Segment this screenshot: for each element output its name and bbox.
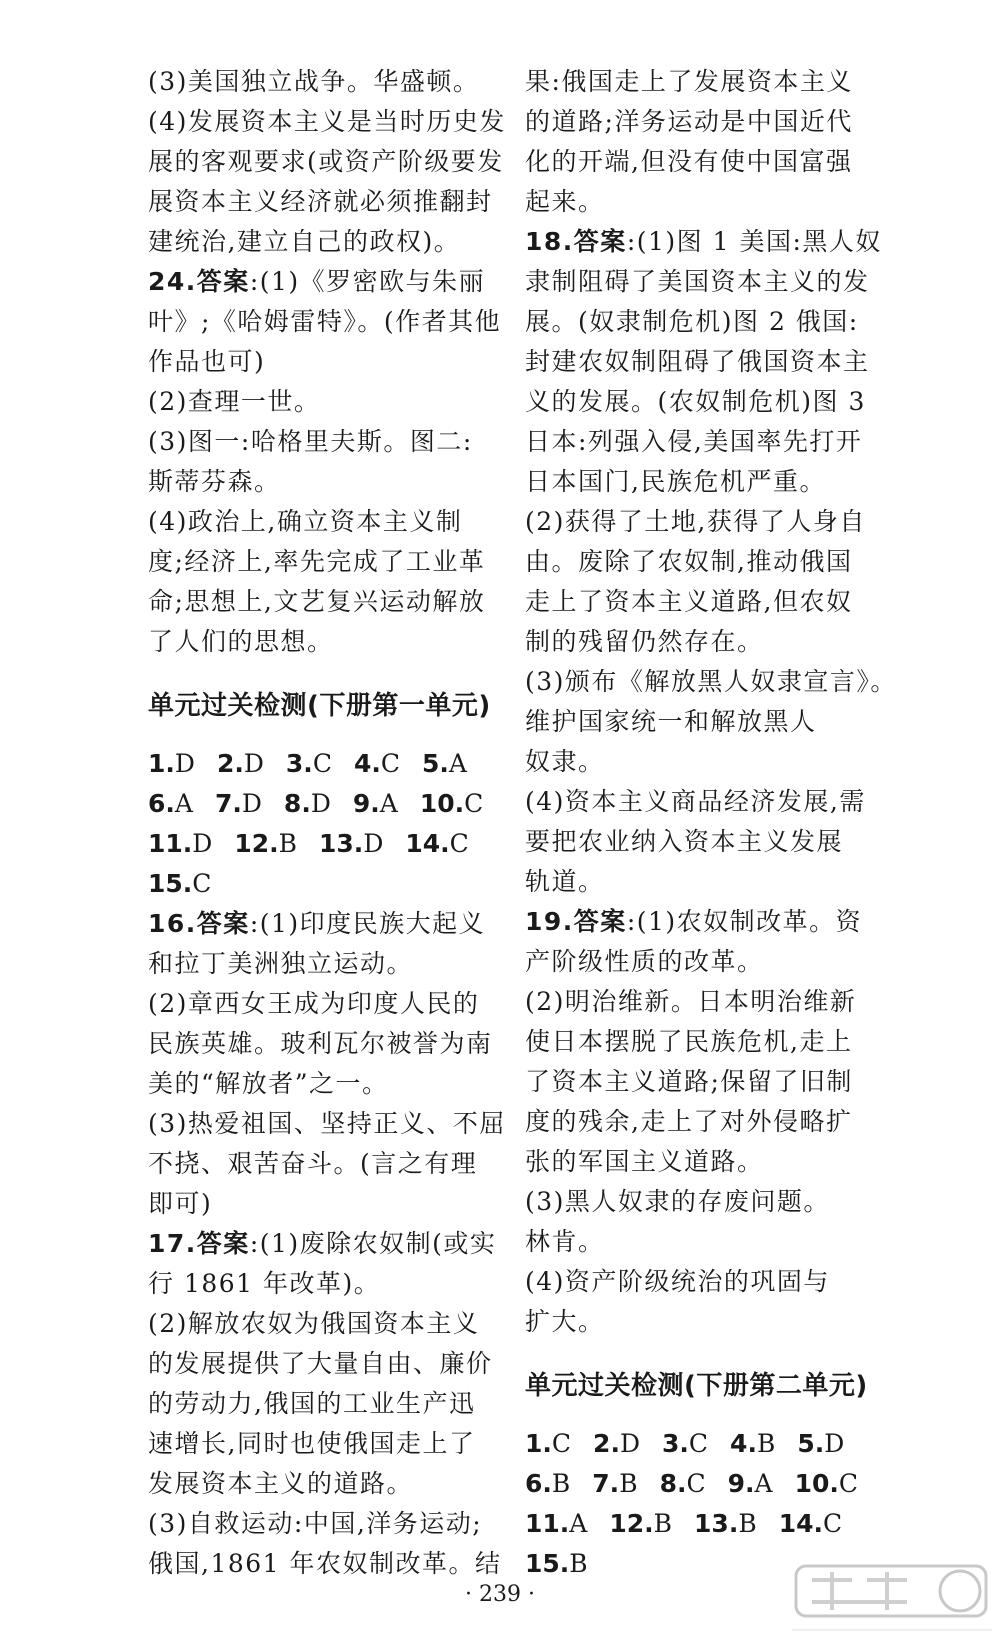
answer-19-first-line	[525, 902, 885, 942]
choice-number: 5.	[422, 749, 449, 778]
answer-line: 不挠、艰苦奋斗。(言之有理	[148, 1149, 478, 1178]
answer-17-lines	[148, 1264, 508, 1584]
choice-number: 11.	[148, 829, 193, 858]
answer-line: 果:俄国走上了发展资本主义	[525, 67, 853, 96]
choice-letter: B	[551, 1469, 571, 1498]
choice-number: 13.	[694, 1509, 739, 1538]
answer-line: 了资本主义道路;保留了旧制	[525, 1067, 853, 1096]
answer-line: 俄国,1861 年农奴制改革。结	[148, 1549, 502, 1578]
answer-line: (3)黑人奴隶的存废问题。	[525, 1187, 830, 1216]
choice-number: 4.	[730, 1429, 757, 1458]
choice-answer	[148, 824, 212, 864]
answer-16-first-line	[148, 904, 508, 944]
choice-number: 13.	[319, 829, 364, 858]
choice-answer	[217, 744, 264, 784]
answer-line: 隶制阻碍了美国资本主义的发	[525, 267, 870, 296]
choice-number: 4.	[353, 749, 381, 778]
choice-number: 3.	[662, 1429, 689, 1458]
choice-letter: D	[192, 829, 213, 858]
answer-line: 民族英雄。玻利瓦尔被誉为南	[148, 1029, 493, 1058]
answer-line: (3)美国独立战争。华盛顿。	[148, 67, 480, 96]
answer-line: 展的客观要求(或资产阶级要发	[148, 147, 504, 176]
choice-letter: B	[738, 1509, 757, 1538]
choice-answer	[694, 1504, 757, 1544]
choice-number: 15.	[148, 869, 193, 898]
choice-letter: D	[619, 1429, 640, 1458]
choice-number: 5.	[797, 1429, 825, 1458]
answer-line: 使日本摆脱了民族危机,走上	[525, 1027, 853, 1056]
answer-line: 速增长,同时也使俄国走上了	[148, 1429, 476, 1458]
choice-number: 11.	[525, 1509, 570, 1538]
answer-text: :(1)废除农奴制(或实	[249, 1229, 497, 1258]
choice-row	[148, 824, 508, 864]
choice-answer	[405, 824, 468, 864]
choice-answer	[148, 864, 211, 904]
answer-label: 答案	[573, 227, 627, 256]
choice-answer	[779, 1504, 842, 1544]
answer-line: 展。(奴隶制危机)图 2 俄国:	[525, 307, 859, 336]
right-column	[525, 62, 897, 1584]
answer-19-lines	[525, 942, 885, 1342]
choice-answer	[286, 744, 332, 784]
choice-letter: B	[278, 829, 298, 858]
answer-line: 义的发展。(农奴制危机)图 3	[525, 387, 866, 416]
answer-line: 展资本主义经济就必须推翻封	[148, 187, 493, 216]
answer-line: 的发展提供了大量自由、廉价	[148, 1349, 493, 1378]
answer-line: 走上了资本主义道路,但农奴	[525, 587, 853, 616]
choice-answer	[234, 824, 297, 864]
answer-line: 扩大。	[525, 1307, 605, 1336]
choice-letter: C	[192, 869, 212, 898]
answer-line: (3)颁布《解放黑人奴隶宣言》。	[525, 667, 897, 696]
choice-row	[148, 864, 508, 904]
choice-answer	[728, 1464, 773, 1504]
answer-line: 产阶级性质的改革。	[525, 947, 764, 976]
answer-line: 维护国家统一和解放黑人	[525, 707, 817, 736]
choice-number: 9.	[727, 1469, 755, 1498]
choice-number: 14.	[405, 829, 450, 858]
choice-number: 9.	[352, 789, 380, 818]
question-16-number: 16.	[148, 909, 197, 938]
answer-line: (3)自救运动:中国,洋务运动;	[148, 1509, 483, 1538]
answer-line: 美的“解放者”之一。	[148, 1069, 389, 1098]
choice-answers-unit1	[148, 744, 508, 904]
answer-24-lines	[148, 302, 508, 662]
choice-letter: C	[312, 749, 332, 778]
answer-line: 即可)	[148, 1189, 213, 1218]
choice-letter: C	[380, 749, 400, 778]
choice-number: 10.	[419, 789, 465, 818]
choice-answer	[730, 1424, 775, 1464]
answer-line: 叶》;《哈姆雷特》。(作者其他	[148, 307, 502, 336]
choice-answer	[353, 784, 398, 824]
answer-line: (4)发展资本主义是当时历史发	[148, 107, 506, 136]
answer-16-lines	[148, 944, 508, 1224]
question-16-answer	[148, 904, 508, 1224]
answer-line: 和拉丁美洲独立运动。	[148, 949, 414, 978]
choice-number: 15.	[525, 1549, 570, 1578]
choice-letter: D	[241, 789, 262, 818]
question-24-number: 24.	[148, 267, 197, 296]
choice-letter: C	[551, 1429, 572, 1458]
answer-line: 的劳动力,俄国的工业生产迅	[148, 1389, 476, 1418]
question-17-answer	[148, 1224, 508, 1584]
choice-number: 12.	[234, 829, 279, 858]
choice-row	[148, 744, 508, 784]
choice-letter: C	[686, 1469, 706, 1498]
answer-line: (2)获得了土地,获得了人身自	[525, 507, 866, 536]
choice-answer	[525, 1504, 587, 1544]
choice-letter: A	[754, 1469, 773, 1498]
question-19-answer	[525, 902, 885, 1342]
answer-text: :(1)图 1 美国:黑人奴	[626, 227, 882, 256]
answer-label: 答案	[196, 267, 250, 296]
answer-line: 轨道。	[525, 867, 605, 896]
choice-number: 6.	[148, 789, 175, 818]
watermark-logo	[792, 1560, 992, 1646]
choice-letter: B	[569, 1549, 588, 1578]
choice-number: 1.	[525, 1429, 552, 1458]
answer-line: 度的残余,走上了对外侵略扩	[525, 1107, 853, 1136]
choice-answer	[525, 1424, 571, 1464]
choice-letter: D	[310, 789, 331, 818]
answer-line: (2)明治维新。日本明治维新	[525, 987, 857, 1016]
choice-letter: C	[464, 789, 484, 818]
answer-line: (4)政治上,确立资本主义制	[148, 507, 463, 536]
choice-letter: D	[824, 1429, 845, 1458]
choice-answer	[660, 1464, 706, 1504]
choice-answer	[354, 744, 400, 784]
answer-line: 奴隶。	[525, 747, 605, 776]
choice-answer	[795, 1464, 858, 1504]
answer-line: (2)章西女王成为印度人民的	[148, 989, 480, 1018]
answer-line: 林肯。	[525, 1227, 605, 1256]
answer-line: (2)查理一世。	[148, 387, 321, 416]
answer-17-first-line	[148, 1224, 508, 1264]
left-column	[148, 62, 508, 1584]
answer-line: 发展资本主义的道路。	[148, 1469, 414, 1498]
answer-text: :(1)农奴制改革。资	[626, 907, 863, 936]
choice-answer	[284, 784, 331, 824]
answer-text: :(1)《罗密欧与朱丽	[249, 267, 486, 296]
choice-number: 10.	[794, 1469, 839, 1498]
section-heading-unit2: 单元过关检测(下册第二单元)	[525, 1371, 868, 1401]
choice-answer	[609, 1504, 672, 1544]
question-24-answer	[148, 262, 508, 662]
answer-line: 起来。	[525, 187, 605, 216]
answer-label: 答案	[196, 1229, 250, 1258]
answer-line: (3)热爱祖国、坚持正义、不屈	[148, 1109, 506, 1138]
choice-answer	[662, 1424, 708, 1464]
choice-letter: A	[379, 789, 398, 818]
choice-row	[525, 1464, 885, 1504]
choice-answer	[422, 744, 467, 784]
choice-number: 12.	[609, 1509, 654, 1538]
choice-letter: B	[653, 1509, 673, 1538]
choice-letter: A	[569, 1509, 588, 1538]
answer-line: (3)图一:哈格里夫斯。图二:	[148, 427, 473, 456]
answer-24-first-line	[148, 262, 508, 302]
choice-answer	[148, 744, 195, 784]
answer-label: 答案	[196, 909, 250, 938]
answer-line: 度;经济上,率先完成了工业革	[148, 547, 486, 576]
choice-letter: C	[838, 1469, 859, 1498]
choice-row	[525, 1424, 885, 1464]
choice-letter: D	[363, 829, 384, 858]
answer-label: 答案	[573, 907, 627, 936]
question-17-number: 17.	[148, 1229, 197, 1258]
question-19-number: 19.	[525, 907, 574, 936]
answer-line: 化的开端,但没有使中国富强	[525, 147, 853, 176]
choice-answer	[525, 1464, 570, 1504]
answer-line: 张的军国主义道路。	[525, 1147, 764, 1176]
choice-letter: C	[449, 829, 469, 858]
choice-answer	[593, 1424, 640, 1464]
answer-line: 由。废除了农奴制,推动俄国	[525, 547, 853, 576]
choice-number: 8.	[283, 789, 311, 818]
choice-row	[148, 784, 508, 824]
choice-number: 1.	[148, 749, 175, 778]
choice-number: 14.	[778, 1509, 823, 1538]
choice-answer	[148, 784, 193, 824]
section-heading-unit1: 单元过关检测(下册第一单元)	[148, 691, 491, 721]
answer-line: 制的残留仍然存在。	[525, 627, 764, 656]
choice-letter: D	[243, 749, 264, 778]
answer-line: 作品也可)	[148, 347, 266, 376]
choice-letter: B	[756, 1429, 776, 1458]
choice-letter: C	[688, 1429, 709, 1458]
answer-line: 行 1861 年改革)。	[148, 1269, 381, 1298]
answer-line: (4)资产阶级统治的巩固与	[525, 1267, 830, 1296]
choice-answer	[797, 1424, 844, 1464]
choice-number: 7.	[214, 789, 242, 818]
choice-number: 2.	[593, 1429, 620, 1458]
choice-letter: A	[448, 749, 467, 778]
answer-line: (4)资本主义商品经济发展,需	[525, 787, 866, 816]
choice-number: 3.	[285, 749, 313, 778]
answer-line: 日本:列强入侵,美国率先打开	[525, 427, 863, 456]
choice-number: 2.	[216, 749, 244, 778]
page-number: · 239 ·	[465, 1582, 535, 1607]
answer-18-lines	[525, 262, 897, 902]
answer-line: 封建农奴制阻碍了俄国资本主	[525, 347, 870, 376]
choice-letter: B	[619, 1469, 638, 1498]
answer-line: 的道路;洋务运动是中国近代	[525, 107, 853, 136]
answer-18-first-line	[525, 222, 885, 262]
answer-text: :(1)印度民族大起义	[249, 909, 486, 938]
choice-answer	[319, 824, 383, 864]
choice-number: 8.	[659, 1469, 687, 1498]
answer-line: 建统治,建立自己的政权)。	[148, 227, 461, 256]
answer-line: 要把农业纳入资本主义发展	[525, 827, 844, 856]
question-18-answer	[525, 222, 897, 902]
answer-line: 斯蒂芬森。	[148, 467, 281, 496]
choice-answer	[592, 1464, 637, 1504]
choice-number: 7.	[592, 1469, 620, 1498]
choice-number: 6.	[525, 1469, 552, 1498]
left-block1	[148, 62, 508, 262]
watermark-logo-icon	[792, 1560, 992, 1646]
choice-letter: D	[174, 749, 195, 778]
answer-line: 日本国门,民族危机严重。	[525, 467, 826, 496]
choice-answer	[215, 784, 262, 824]
choice-letter: C	[823, 1509, 843, 1538]
answer-line: 了人们的思想。	[148, 627, 334, 656]
choice-answer	[525, 1544, 588, 1584]
choice-row	[525, 1504, 885, 1544]
choice-letter: A	[174, 789, 193, 818]
choice-answer	[420, 784, 483, 824]
answer-line: (2)解放农奴为俄国资本主义	[148, 1309, 480, 1338]
right-block1	[525, 62, 885, 222]
answer-line: 命;思想上,文艺复兴运动解放	[148, 587, 486, 616]
question-18-number: 18.	[525, 227, 574, 256]
